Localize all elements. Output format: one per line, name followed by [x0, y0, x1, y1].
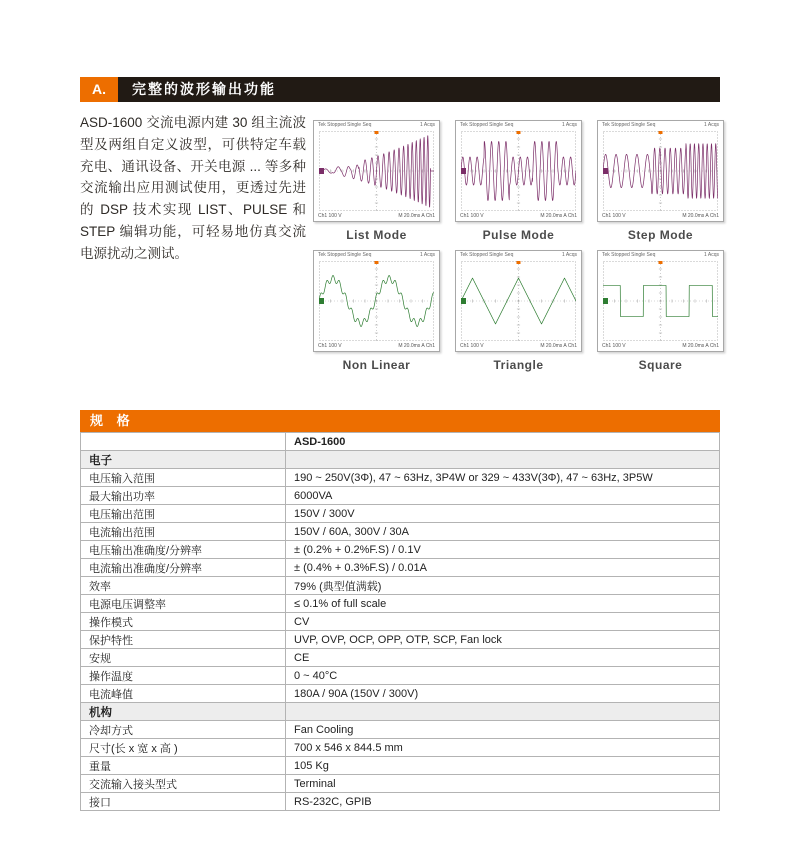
- scope-header-right: 1 Acqs: [703, 122, 719, 128]
- spec-label-cell: [81, 433, 286, 451]
- scope-graticule-and-trace: [603, 131, 718, 211]
- spec-value-cell: 105 Kg: [286, 757, 720, 775]
- description-paragraph: ASD-1600 交流电源内建 30 组主流波型及两组自定义波型，可供特定车载充电、通讯设备、开关电源 ... 等多种交流输出应用测试使用，更透过先进的 DSP 技术实现 LIST、PULSE 和 STEP 编辑功能，可轻易地仿真交流电源扰动之测试。: [80, 115, 306, 261]
- scope-caption-non-linear: Non Linear: [342, 358, 411, 372]
- spec-label-cell: 电压输入范围: [81, 469, 286, 487]
- spec-value-cell: [286, 451, 720, 469]
- scope-screenshot-triangle: [455, 250, 582, 352]
- spec-value-cell: CV: [286, 613, 720, 631]
- scope-header-right: 1 Acqs: [703, 252, 719, 258]
- spec-value-cell: 190 ~ 250V(3Φ), 47 ~ 63Hz, 3P4W or 329 ~ 433V(3Φ), 47 ~ 63Hz, 3P5W: [286, 469, 720, 487]
- scope-footer-text: [602, 212, 719, 221]
- table-row: [81, 451, 720, 469]
- scope-footer-right: M 20.0ms A Ch1: [398, 213, 435, 219]
- scope-header-left: Tek Stopped Single Seq: [460, 252, 514, 258]
- scope-footer-right: M 20.0ms A Ch1: [540, 343, 577, 349]
- scope-screenshot-list-mode: [313, 120, 440, 222]
- scope-footer-left: Ch1 100 V: [318, 213, 342, 219]
- table-row: [81, 433, 720, 451]
- spec-label-cell: 交流输入接头型式: [81, 775, 286, 793]
- table-row: [81, 667, 720, 685]
- spec-label-cell: 操作模式: [81, 613, 286, 631]
- spec-label-cell: 电流输出准确度/分辨率: [81, 559, 286, 577]
- scope-screenshot-step-mode: [597, 120, 724, 222]
- table-row: [81, 739, 720, 757]
- table-row: [81, 469, 720, 487]
- scope-footer-text: [318, 212, 435, 221]
- spec-value-cell: 0 ~ 40°C: [286, 667, 720, 685]
- spec-label-cell: 操作温度: [81, 667, 286, 685]
- spec-label-cell: 电压输出范围: [81, 505, 286, 523]
- scope-header-text: [460, 121, 577, 130]
- scope-footer-right: M 20.0ms A Ch1: [398, 343, 435, 349]
- channel1-marker-icon: [461, 168, 466, 174]
- scope-header-text: [602, 121, 719, 130]
- channel1-marker-icon: [319, 298, 324, 304]
- scope-header-right: 1 Acqs: [561, 122, 577, 128]
- scope-graticule-and-trace: [319, 261, 434, 341]
- scope-caption-square: Square: [638, 358, 683, 372]
- feature-header: [80, 77, 720, 102]
- scope-footer-right: M 20.0ms A Ch1: [540, 213, 577, 219]
- section-letter-badge: A.: [80, 77, 118, 102]
- spec-value-cell: Terminal: [286, 775, 720, 793]
- spec-value-cell: RS-232C, GPIB: [286, 793, 720, 811]
- spec-label-cell: 电流输出范围: [81, 523, 286, 541]
- spec-value-cell: ± (0.4% + 0.3%F.S) / 0.01A: [286, 559, 720, 577]
- scope-grid: [313, 120, 724, 372]
- scope-footer-text: [460, 212, 577, 221]
- table-row: [81, 523, 720, 541]
- channel1-marker-icon: [603, 298, 608, 304]
- scope-caption-pulse-mode: Pulse Mode: [482, 228, 555, 242]
- scope-footer-text: [460, 342, 577, 351]
- spec-label-cell: 安规: [81, 649, 286, 667]
- table-row: [81, 577, 720, 595]
- scope-header-right: 1 Acqs: [419, 252, 435, 258]
- scope-header-left: Tek Stopped Single Seq: [602, 252, 656, 258]
- table-row: [81, 613, 720, 631]
- scope-screenshot-square: [597, 250, 724, 352]
- table-row: [81, 685, 720, 703]
- scope-header-text: [318, 121, 435, 130]
- scope-footer-left: Ch1 100 V: [602, 213, 626, 219]
- spec-label-cell: 冷却方式: [81, 721, 286, 739]
- spec-value-cell: ASD-1600: [286, 433, 720, 451]
- scope-header-text: [460, 251, 577, 260]
- spec-value-cell: Fan Cooling: [286, 721, 720, 739]
- spec-value-cell: 150V / 300V: [286, 505, 720, 523]
- spec-label-cell: 最大输出功率: [81, 487, 286, 505]
- table-row: [81, 649, 720, 667]
- spec-value-cell: 6000VA: [286, 487, 720, 505]
- spec-table: [80, 432, 720, 811]
- spec-value-cell: [286, 703, 720, 721]
- table-row: [81, 793, 720, 811]
- scope-card-list-mode: [313, 120, 440, 242]
- table-row: [81, 757, 720, 775]
- spec-label-cell: 重量: [81, 757, 286, 775]
- table-row: [81, 541, 720, 559]
- scope-card-square: [597, 250, 724, 372]
- spec-section-title: 规 格: [80, 410, 720, 432]
- trigger-marker-icon: [659, 261, 663, 264]
- scope-card-pulse-mode: [455, 120, 582, 242]
- scope-header-right: 1 Acqs: [419, 122, 435, 128]
- table-row: [81, 703, 720, 721]
- scope-header-left: Tek Stopped Single Seq: [318, 122, 372, 128]
- scope-graticule-and-trace: [603, 261, 718, 341]
- spec-label-cell: 效率: [81, 577, 286, 595]
- scope-footer-left: Ch1 100 V: [460, 213, 484, 219]
- scope-header-left: Tek Stopped Single Seq: [460, 122, 514, 128]
- scope-footer-right: M 20.0ms A Ch1: [682, 343, 719, 349]
- spec-value-cell: 79% (典型值满载): [286, 577, 720, 595]
- scope-footer-text: [602, 342, 719, 351]
- spec-value-cell: 180A / 90A (150V / 300V): [286, 685, 720, 703]
- scope-card-step-mode: [597, 120, 724, 242]
- scope-header-text: [318, 251, 435, 260]
- spec-value-cell: 700 x 546 x 844.5 mm: [286, 739, 720, 757]
- scope-footer-left: Ch1 100 V: [460, 343, 484, 349]
- scope-card-non-linear: [313, 250, 440, 372]
- trigger-marker-icon: [517, 131, 521, 134]
- table-row: [81, 487, 720, 505]
- table-row: [81, 721, 720, 739]
- scope-graticule-and-trace: [461, 131, 576, 211]
- spec-table-body: [81, 433, 720, 811]
- spec-label-cell: 电流峰值: [81, 685, 286, 703]
- scope-header-text: [602, 251, 719, 260]
- table-row: [81, 631, 720, 649]
- spec-label-cell: 保护特性: [81, 631, 286, 649]
- scope-graticule-and-trace: [319, 131, 434, 211]
- spec-value-cell: ≤ 0.1% of full scale: [286, 595, 720, 613]
- scope-card-triangle: [455, 250, 582, 372]
- scope-footer-left: Ch1 100 V: [602, 343, 626, 349]
- spec-value-cell: 150V / 60A, 300V / 30A: [286, 523, 720, 541]
- table-row: [81, 595, 720, 613]
- scope-footer-right: M 20.0ms A Ch1: [682, 213, 719, 219]
- table-row: [81, 775, 720, 793]
- scope-caption-list-mode: List Mode: [346, 228, 407, 242]
- scope-header-right: 1 Acqs: [561, 252, 577, 258]
- scope-screenshot-non-linear: [313, 250, 440, 352]
- spec-label-cell: 机构: [81, 703, 286, 721]
- scope-header-left: Tek Stopped Single Seq: [318, 252, 372, 258]
- channel1-marker-icon: [603, 168, 608, 174]
- scope-footer-text: [318, 342, 435, 351]
- spec-label-cell: 电子: [81, 451, 286, 469]
- spec-label-cell: 尺寸(长 x 宽 x 高 ): [81, 739, 286, 757]
- spec-value-cell: ± (0.2% + 0.2%F.S) / 0.1V: [286, 541, 720, 559]
- table-row: [81, 505, 720, 523]
- scope-header-left: Tek Stopped Single Seq: [602, 122, 656, 128]
- scope-footer-left: Ch1 100 V: [318, 343, 342, 349]
- trigger-marker-icon: [517, 261, 521, 264]
- section-title: 完整的波形输出功能: [118, 77, 720, 102]
- trigger-marker-icon: [659, 131, 663, 134]
- trigger-marker-icon: [375, 131, 379, 134]
- spec-label-cell: 电压输出准确度/分辨率: [81, 541, 286, 559]
- spec-value-cell: CE: [286, 649, 720, 667]
- spec-label-cell: 接口: [81, 793, 286, 811]
- scope-caption-triangle: Triangle: [493, 358, 544, 372]
- table-row: [81, 559, 720, 577]
- scope-graticule-and-trace: [461, 261, 576, 341]
- spec-label-cell: 电源电压调整率: [81, 595, 286, 613]
- spec-value-cell: UVP, OVP, OCP, OPP, OTP, SCP, Fan lock: [286, 631, 720, 649]
- scope-caption-step-mode: Step Mode: [627, 228, 694, 242]
- scope-screenshot-pulse-mode: [455, 120, 582, 222]
- trigger-marker-icon: [375, 261, 379, 264]
